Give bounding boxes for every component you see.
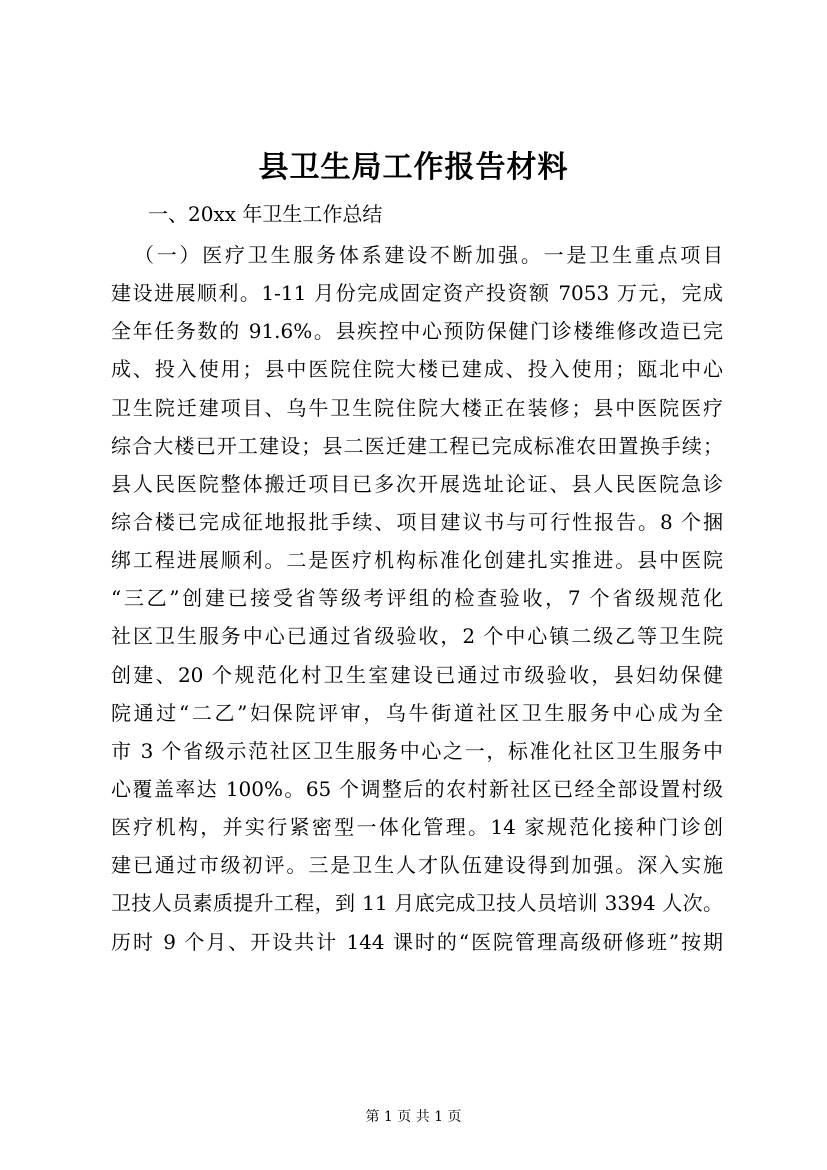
body-line: 建已通过市级初评。三是卫生人才队伍建设得到加强。深入实施 [111, 853, 723, 878]
body-line: 心覆盖率达 100%。65 个调整后的农村新社区已经全部设置村级 [111, 776, 723, 801]
body-line: 全年任务数的 91.6%。县疾控中心预防保健门诊楼维修改造已完 [111, 319, 723, 344]
body-line: 卫生院迁建项目、乌牛卫生院住院大楼正在装修；县中医院医疗 [111, 395, 723, 420]
body-line: 卫技人员素质提升工程，到 11 月底完成卫技人员培训 3394 人次。 [111, 891, 723, 916]
body-line: 综合楼已完成征地报批手续、项目建议书与可行性报告。8 个捆 [111, 509, 723, 534]
body-text [111, 236, 723, 961]
body-line: 建设进展顺利。1-11 月份完成固定资产投资额 7053 万元，完成 [111, 281, 723, 306]
section-heading: 一、20xx 年卫生工作总结 [148, 202, 383, 226]
body-line: 社区卫生服务中心已通过省级验收，2 个中心镇二级乙等卫生院 [111, 624, 723, 649]
body-line: 历时 9 个月、开设共计 144 课时的“医院管理高级研修班”按期 [111, 929, 723, 954]
body-line: “三乙”创建已接受省等级考评组的检查验收，7 个省级规范化 [111, 586, 723, 611]
document-title: 县卫生局工作报告材料 [258, 150, 569, 185]
body-line: 成、投入使用；县中医院住院大楼已建成、投入使用；瓯北中心 [111, 357, 723, 382]
body-line: 院通过“二乙”妇保院评审，乌牛街道社区卫生服务中心成为全 [111, 700, 723, 725]
body-line: 综合大楼已开工建设；县二医迁建工程已完成标准农田置换手续； [111, 433, 723, 458]
body-line: （一）医疗卫生服务体系建设不断加强。一是卫生重点项目 [134, 243, 723, 267]
body-line: 医疗机构，并实行紧密型一体化管理。14 家规范化接种门诊创 [111, 815, 723, 840]
page-footer: 第 1 页 共 1 页 [365, 1109, 462, 1125]
body-line: 县人民医院整体搬迁项目已多次开展选址论证、县人民医院急诊 [111, 471, 723, 496]
body-line: 绑工程进展顺利。二是医疗机构标准化创建扎实推进。县中医院 [111, 548, 723, 573]
body-line: 市 3 个省级示范社区卫生服务中心之一，标准化社区卫生服务中 [111, 738, 723, 763]
body-line: 创建、20 个规范化村卫生室建设已通过市级验收，县妇幼保健 [111, 662, 723, 687]
